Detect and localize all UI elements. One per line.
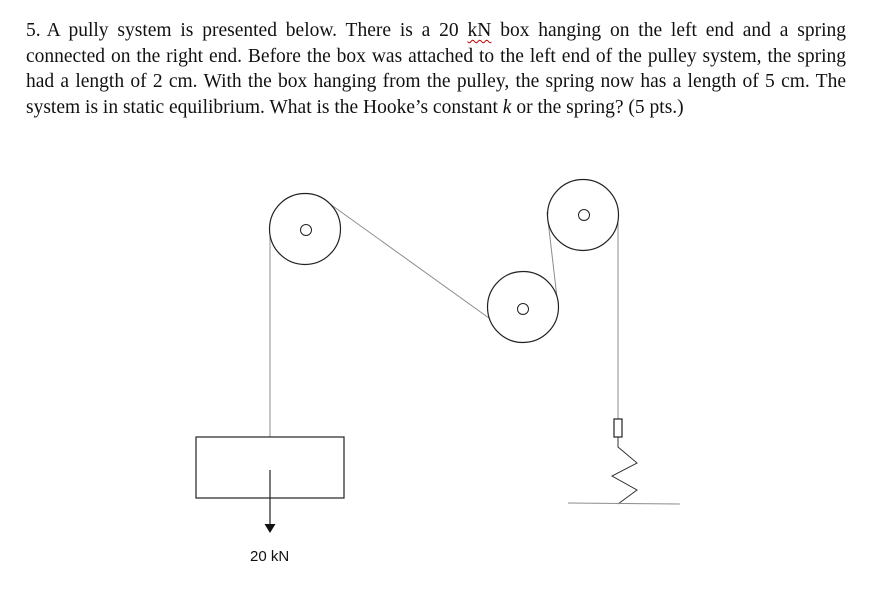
question-text-part-1: A pully system is presented below. There is a 20 xyxy=(46,20,468,41)
axle-icon xyxy=(579,210,590,221)
ground-line xyxy=(568,503,680,504)
pulley-middle xyxy=(488,272,559,343)
force-label: 20 kN xyxy=(250,548,290,565)
spring-connector xyxy=(614,419,622,437)
pulley-right-top xyxy=(548,180,619,251)
pulley-left xyxy=(270,194,341,265)
axle-icon xyxy=(518,304,529,315)
spring-icon xyxy=(612,437,637,504)
rope-diagonal xyxy=(330,204,507,331)
question-text-part-3: or the spring? (5 pts.) xyxy=(511,96,684,118)
arrow-down-icon xyxy=(265,524,276,533)
question-number: 5. xyxy=(26,20,41,41)
unit-kn: kN xyxy=(467,20,492,41)
question-text-part-2: box hanging on the left end and a spring connected on the right end. Before the box was attached to the left end of the pulley system, the spring had a length of 2 cm. With the box hanging from the pulley, the spring now has a length of 5 cm. The system is in static equilibrium. What is the Hooke’s constant xyxy=(26,20,846,118)
variable-k: k xyxy=(502,96,512,118)
axle-icon xyxy=(301,225,312,236)
